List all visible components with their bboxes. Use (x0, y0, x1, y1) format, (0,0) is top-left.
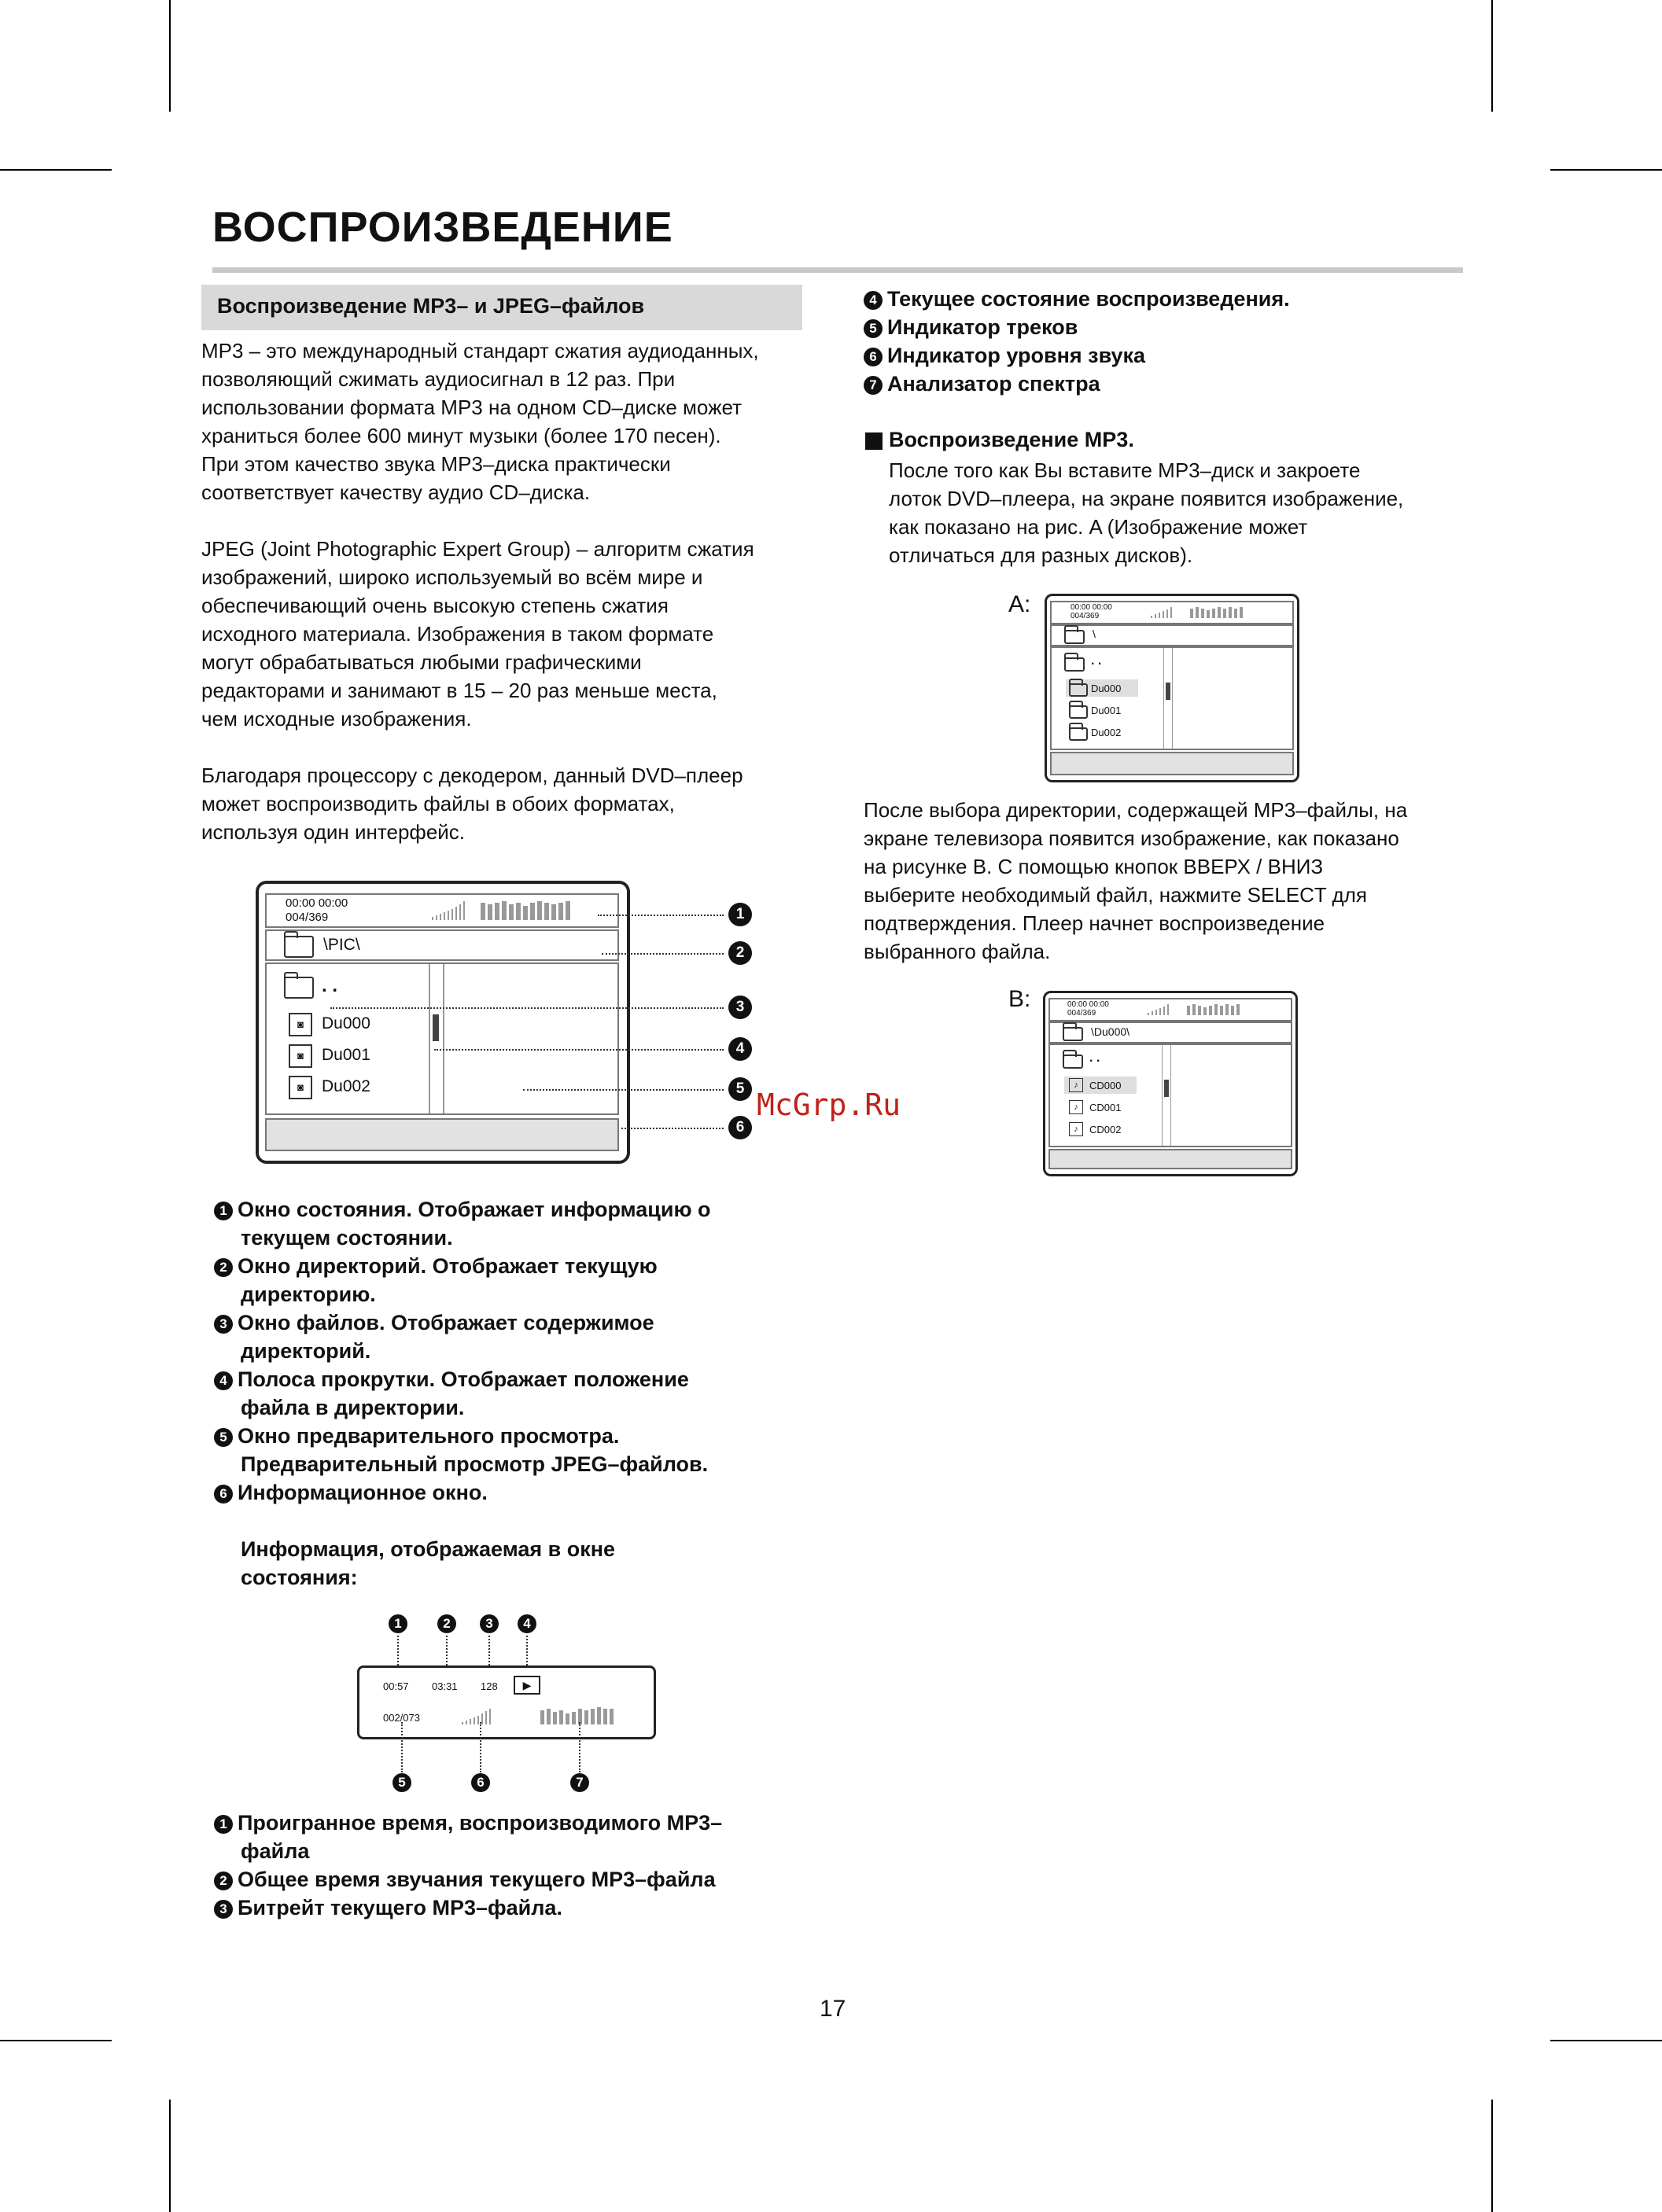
status-window (1048, 998, 1292, 1021)
scrollbar-thumb[interactable] (433, 1014, 439, 1041)
screen-b-figure (1043, 991, 1298, 1176)
text-line: могут обрабатываться любыми графическими (201, 650, 642, 674)
text-line: отличаться для разных дисков). (889, 543, 1193, 567)
list-text: Окно файлов. Отображает содержимое (238, 1311, 654, 1334)
figure-b-label: B: (1008, 986, 1031, 1012)
status-callout-4: 4 (518, 1614, 536, 1633)
text-line: При этом качество звука MP3–диска практически (201, 452, 671, 476)
status-heading: Информация, отображаемая в окне (241, 1537, 616, 1561)
list-number: 4 (214, 1371, 233, 1390)
page-number: 17 (820, 1996, 846, 2022)
file-item[interactable]: CD002 (1089, 1124, 1122, 1135)
list-text: директорий. (241, 1339, 371, 1363)
directory-path: \PIC\ (323, 936, 360, 954)
text-line: изображений, широко используемый во всём мире и (201, 565, 703, 589)
list-number: 4 (864, 291, 883, 310)
list-text: Проигранное время, воспроизводимого MP3– (238, 1811, 723, 1835)
bitrate: 128 (481, 1680, 498, 1692)
folder-icon (1063, 1054, 1083, 1069)
leader-line (330, 1007, 724, 1009)
list-text: Окно директорий. Отображает текущую (238, 1254, 658, 1278)
title-rule (212, 267, 1463, 273)
callout-1: 1 (728, 903, 752, 926)
text-line: Благодаря процессору с декодером, данный DVD–плеер (201, 764, 743, 787)
status-callout-2: 2 (437, 1614, 456, 1633)
volume-bars (432, 901, 465, 920)
spectrum-bars (1190, 607, 1243, 618)
list-text: Индикатор треков (887, 315, 1078, 339)
square-bullet (865, 432, 883, 450)
folder-icon (1069, 727, 1088, 741)
file-window (1050, 646, 1294, 750)
page-title: ВОСПРОИЗВЕДЕНИЕ (212, 204, 673, 251)
scrollbar[interactable] (429, 964, 444, 1113)
text-line: позволяющий сжимать аудиосигнал в 12 раз. При (201, 367, 676, 391)
list-text: файла (241, 1839, 310, 1863)
file-item[interactable]: Du000 (1091, 683, 1122, 694)
callout-3: 3 (728, 996, 752, 1019)
list-number: 7 (864, 376, 883, 395)
text-line: обеспечивающий очень высокую степень сжатия (201, 594, 669, 617)
folder-icon (1069, 705, 1088, 719)
crop-mark (1491, 0, 1493, 112)
status-window (265, 893, 619, 928)
info-window (1050, 752, 1294, 775)
crop-mark (169, 0, 171, 112)
list-text: текущем состоянии. (241, 1226, 453, 1250)
time-readout: 00:00 00:00 (286, 896, 348, 910)
info-window (1048, 1149, 1292, 1169)
list-text: Битрейт текущего MP3–файла. (238, 1896, 562, 1919)
leader-line (480, 1722, 481, 1772)
scrollbar[interactable] (1163, 648, 1173, 749)
directory-window (1048, 1021, 1292, 1043)
folder-icon (1064, 657, 1085, 672)
list-number: 6 (864, 348, 883, 366)
status-callout-6: 6 (471, 1773, 490, 1792)
section-header (201, 285, 802, 330)
track-readout: 004/369 (1067, 1009, 1096, 1018)
directory-window (1050, 624, 1294, 646)
status-callout-5: 5 (392, 1773, 411, 1792)
directory-window (265, 929, 619, 961)
scrollbar[interactable] (1162, 1045, 1171, 1146)
text-line: храниться более 600 минут музыки (более 170 песен). (201, 424, 721, 447)
list-number: 3 (214, 1315, 233, 1334)
file-item[interactable]: Du001 (1091, 705, 1122, 716)
list-text: Текущее состояние воспроизведения. (887, 287, 1290, 311)
dvd-paragraph (201, 761, 743, 846)
list-text: Информационное окно. (238, 1481, 488, 1504)
text-line: использовании формата MP3 на одном CD–диске может (201, 396, 742, 419)
leader-line (602, 953, 724, 955)
folder-icon (1063, 1027, 1083, 1041)
text-line: После того как Вы вставите MP3–диск и закроете (889, 458, 1361, 482)
callout-5: 5 (728, 1077, 752, 1101)
callout-2: 2 (728, 941, 752, 965)
scrollbar-thumb[interactable] (1164, 1080, 1169, 1097)
list-number: 2 (214, 1258, 233, 1277)
image-file-icon: ◙ (289, 1044, 312, 1068)
status-heading: состояния: (241, 1566, 358, 1589)
jpeg-paragraph (201, 535, 754, 733)
spectrum-bars (481, 901, 570, 920)
file-item[interactable]: Du002 (1091, 727, 1122, 738)
text-line: экране телевизора появится изображение, как показано (864, 826, 1399, 850)
status-legend-list (214, 1809, 722, 1922)
text-line: выбранного файла. (864, 940, 1051, 963)
volume-bars (1148, 1004, 1169, 1015)
main-screen-figure (256, 881, 630, 1164)
text-line: После выбора директории, содержащей MP3–файлы, на (864, 798, 1408, 822)
time-readout: 00:00 00:00 (1071, 603, 1112, 612)
file-item[interactable]: CD000 (1089, 1080, 1122, 1091)
text-line: соответствует качеству аудио CD–диска. (201, 480, 591, 504)
callout-4: 4 (728, 1037, 752, 1061)
crop-mark (0, 2040, 112, 2041)
callout-6: 6 (728, 1116, 752, 1139)
status-legend-list-continued (864, 285, 1290, 398)
music-file-icon: ♪ (1069, 1100, 1083, 1114)
parent-directory[interactable]: . . (1089, 1051, 1100, 1065)
music-file-icon: ♪ (1069, 1122, 1083, 1136)
intro-paragraph (201, 337, 759, 506)
crop-mark (1550, 169, 1662, 171)
track-indicator: 002/073 (383, 1712, 420, 1724)
list-text: Полоса прокрутки. Отображает положение (238, 1367, 689, 1391)
leader-line (523, 1089, 724, 1091)
crop-mark (0, 169, 112, 171)
parent-directory[interactable]: . . (322, 975, 338, 996)
list-text: Окно предварительного просмотра. (238, 1424, 620, 1448)
leader-line (401, 1722, 403, 1772)
status-callout-7: 7 (570, 1773, 589, 1792)
screen-a-figure (1045, 594, 1299, 782)
spectrum-bars (1187, 1004, 1240, 1015)
music-file-icon: ♪ (1069, 1078, 1083, 1092)
file-window (265, 962, 619, 1115)
folder-icon (1064, 630, 1085, 644)
track-readout: 004/369 (1071, 612, 1100, 620)
text-line: подтверждения. Плеер начнет воспроизведение (864, 911, 1325, 935)
text-line: выберите необходимый файл, нажмите SELECT для (864, 883, 1367, 907)
track-readout: 004/369 (286, 911, 329, 924)
image-file-icon: ◙ (289, 1013, 312, 1036)
text-line: на рисунке B. С помощью кнопок ВВЕРХ / ВНИЗ (864, 855, 1324, 878)
leader-line (598, 915, 724, 916)
list-number: 5 (864, 319, 883, 338)
directory-path: \Du000\ (1091, 1025, 1130, 1038)
text-line: MP3 – это международный стандарт сжатия аудиоданных, (201, 339, 759, 363)
list-number: 2 (214, 1872, 233, 1890)
file-item[interactable]: CD001 (1089, 1102, 1122, 1113)
list-text: Предварительный просмотр JPEG–файлов. (241, 1452, 709, 1476)
text-line: чем исходные изображения. (201, 707, 472, 731)
status-callout-1: 1 (389, 1614, 407, 1633)
crop-mark (1550, 2040, 1662, 2041)
info-window (265, 1118, 619, 1151)
text-line: JPEG (Joint Photographic Expert Group) – алгоритм сжатия (201, 537, 754, 561)
file-window (1048, 1043, 1292, 1147)
leader-line (579, 1722, 580, 1772)
total-time: 03:31 (432, 1680, 458, 1692)
text-line: редакторами и занимают в 15 – 20 раз меньше места, (201, 679, 717, 702)
volume-level-bars (462, 1707, 491, 1724)
parent-directory[interactable]: . . (1091, 654, 1102, 668)
scrollbar-thumb[interactable] (1166, 683, 1170, 700)
list-number: 1 (214, 1815, 233, 1834)
list-number: 1 (214, 1202, 233, 1220)
time-readout: 00:00 00:00 (1067, 1000, 1109, 1009)
elapsed-time: 00:57 (383, 1680, 409, 1692)
text-line: используя один интерфейс. (201, 820, 466, 844)
play-icon: ▶ (514, 1676, 540, 1695)
list-text: Анализатор спектра (887, 372, 1100, 396)
text-line: исходного материала. Изображения в таком формате (201, 622, 714, 646)
status-window (1050, 601, 1294, 624)
window-legend-list (214, 1195, 711, 1592)
figure-a-label: A: (1008, 591, 1031, 617)
image-file-icon: ◙ (289, 1076, 312, 1099)
folder-icon (284, 936, 314, 958)
section-header-text: Воспроизведение MP3– и JPEG–файлов (217, 294, 645, 318)
list-number: 3 (214, 1900, 233, 1919)
file-item[interactable]: Du002 (322, 1077, 370, 1095)
directory-path: \ (1093, 628, 1096, 640)
crop-mark (169, 2100, 171, 2212)
list-text: Окно состояния. Отображает информацию о (238, 1198, 711, 1221)
list-text: файла в директории. (241, 1396, 465, 1419)
list-number: 6 (214, 1485, 233, 1503)
mp3-heading: Воспроизведение MP3. (889, 428, 1134, 451)
list-text: Индикатор уровня звука (887, 344, 1146, 367)
folder-icon (284, 977, 314, 999)
crop-mark (1491, 2100, 1493, 2212)
spectrum-analyzer-bars (540, 1707, 614, 1724)
leader-line (434, 1049, 724, 1051)
list-number: 5 (214, 1428, 233, 1447)
text-line: как показано на рис. A (Изображение может (889, 515, 1308, 539)
leader-line (621, 1128, 724, 1129)
file-item[interactable]: Du000 (322, 1014, 370, 1032)
mp3-paragraph (889, 456, 1403, 569)
watermark: McGrp.Ru (757, 1088, 901, 1122)
text-line: может воспроизводить файлы в обоих форматах, (201, 792, 675, 815)
folder-icon (1069, 683, 1088, 697)
list-text: директорию. (241, 1283, 376, 1306)
file-item[interactable]: Du001 (322, 1046, 370, 1064)
status-callout-3: 3 (480, 1614, 499, 1633)
after-selection-paragraph (864, 796, 1407, 966)
volume-bars (1151, 607, 1172, 618)
text-line: лоток DVD–плеера, на экране появится изображение, (889, 487, 1404, 510)
list-text: Общее время звучания текущего MP3–файла (238, 1868, 716, 1891)
